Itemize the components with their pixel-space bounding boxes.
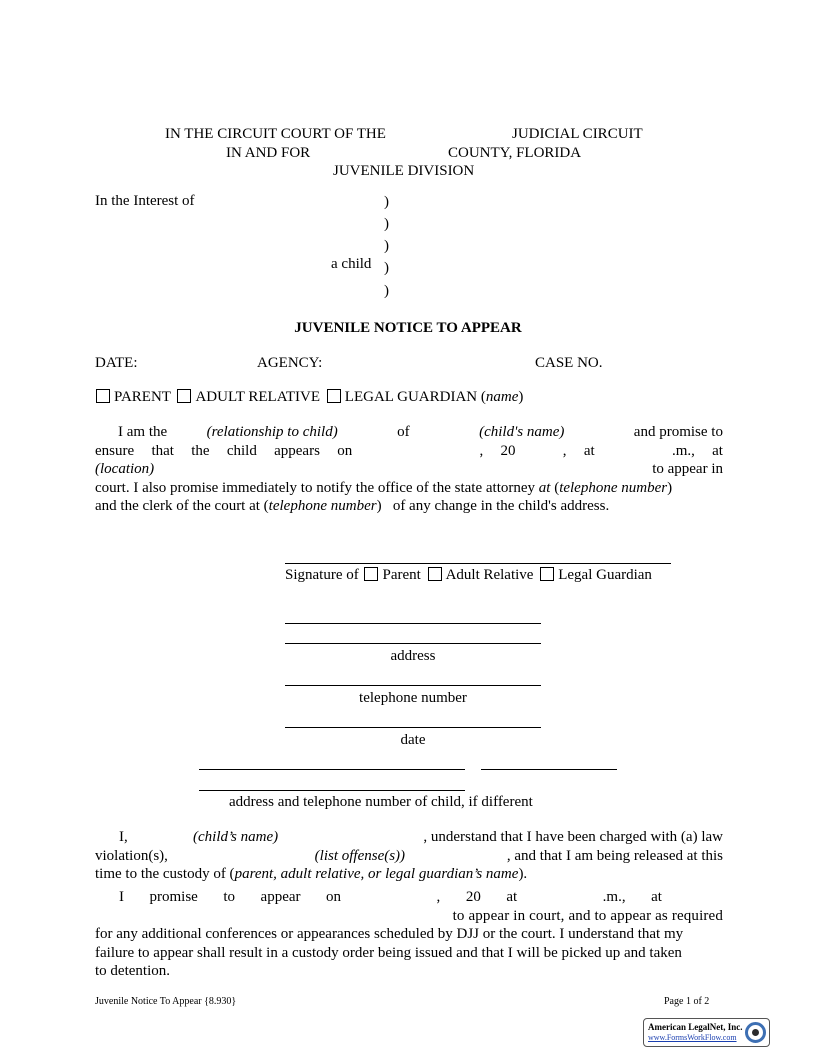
legal-guardian-close: ) [518, 389, 524, 405]
date-sig-label: date [400, 732, 426, 748]
adult-relative-label: ADULT RELATIVE [195, 389, 321, 405]
court-header-line1-right: JUDICIAL CIRCUIT [512, 126, 643, 142]
legal-guardian-name-hint: name [485, 389, 519, 405]
legal-guardian-label: LEGAL GUARDIAN ( [344, 389, 486, 405]
promise-paragraph: I am the (relationship to child) of (child's name) and promise to ensure that the child appears on , 20 , at .m., at (location) to appear in court. I also promise immediately to notify the office of the state attorney at ( telephone number ) and the clerk of the court at ( telephone number ) of any change in the child's address. [95, 424, 723, 514]
telephone-label: telephone number [359, 690, 467, 706]
child-paragraph: I, (child’s name) , understand that I have been charged with (a) law violation(s), (list offense(s)) , and that I am being released at this time to the custody of ( parent, adult relative, or legal guardian’s name ). [95, 829, 723, 882]
footer-form-id: Juvenile Notice To Appear {8.930} [95, 996, 237, 1007]
logo-url-link[interactable]: www.FormsWorkFlow.com [648, 1033, 737, 1042]
sig-adult-relative-label: Adult Relative [445, 567, 534, 583]
sig-adult-relative-checkbox[interactable] [428, 567, 442, 581]
telephone-line[interactable] [285, 685, 541, 686]
date-line[interactable] [285, 727, 541, 728]
role-selector [96, 388, 523, 406]
adult-relative-checkbox[interactable] [177, 389, 191, 403]
caption-paren: ) [384, 283, 389, 299]
logo-company-name: American LegalNet, Inc. [648, 1022, 743, 1032]
signature-of-row [285, 566, 652, 584]
child-address-line-2[interactable] [199, 790, 465, 791]
address-label: address [390, 648, 436, 664]
child-address-line-1[interactable] [199, 769, 465, 770]
footer-page-number: Page 1 of 2 [664, 996, 710, 1007]
parent-checkbox[interactable] [96, 389, 110, 403]
child-phone-line[interactable] [481, 769, 617, 770]
date-label: DATE: [95, 355, 138, 371]
agency-label: AGENCY: [257, 355, 323, 371]
court-header-division: JUVENILE DIVISION [333, 163, 475, 179]
case-no-label: CASE NO. [535, 355, 603, 371]
in-interest-of-label: In the Interest of [95, 193, 195, 209]
american-legalnet-logo[interactable] [643, 1018, 770, 1047]
court-header-line2-right: COUNTY, FLORIDA [448, 145, 582, 161]
document-title: JUVENILE NOTICE TO APPEAR [294, 320, 522, 336]
logo-swirl-icon [745, 1022, 766, 1043]
signature-of-label: Signature of [285, 567, 359, 583]
address-line-1[interactable] [285, 623, 541, 624]
sig-parent-label: Parent [382, 567, 421, 583]
child-address-label: address and telephone number of child, if different [229, 794, 533, 810]
sig-legal-guardian-label: Legal Guardian [558, 567, 652, 583]
appearance-paragraph: I promise to appear on , 20 at .m., at to appear in court, and to appear as required for any additional conferences or appearances scheduled by DJJ or the court. I understand that my failure to appear shall result in a custody order being issued and that I will be picked up and taken to detention. [95, 889, 723, 979]
caption-paren: ) [384, 194, 389, 210]
caption-paren: ) [384, 260, 389, 276]
court-header-line2-left: IN AND FOR [226, 145, 311, 161]
a-child-label: a child [331, 256, 372, 272]
address-line-2[interactable] [285, 643, 541, 644]
legal-guardian-checkbox[interactable] [327, 389, 341, 403]
sig-legal-guardian-checkbox[interactable] [540, 567, 554, 581]
caption-paren: ) [384, 238, 389, 254]
court-header-line1-left: IN THE CIRCUIT COURT OF THE [165, 126, 386, 142]
caption-paren: ) [384, 216, 389, 232]
sig-parent-checkbox[interactable] [364, 567, 378, 581]
signature-line[interactable] [285, 563, 671, 564]
parent-label: PARENT [114, 389, 171, 405]
